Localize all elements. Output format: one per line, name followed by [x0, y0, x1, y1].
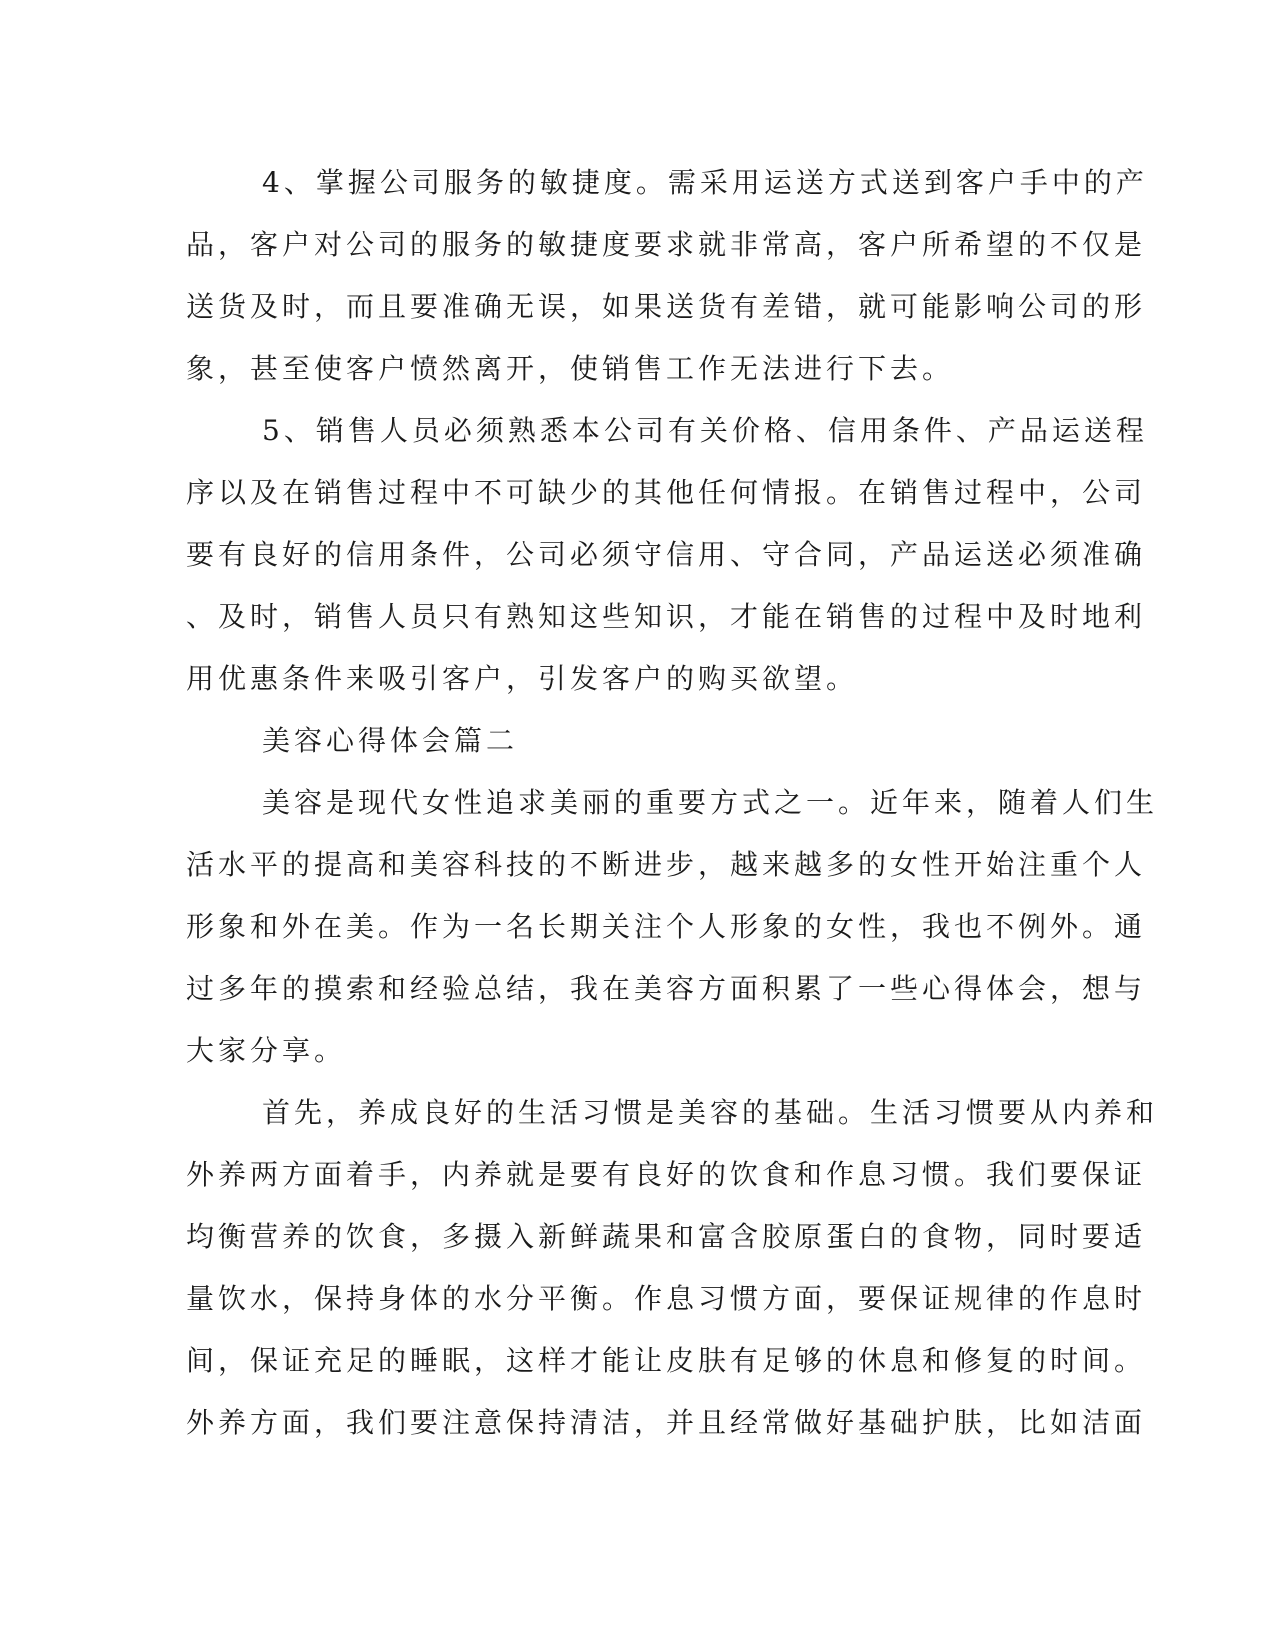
- text-line: 活水平的提高和美容科技的不断进步，越来越多的女性开始注重个人: [186, 848, 1147, 881]
- text-line: 过多年的摸索和经验总结，我在美容方面积累了一些心得体会，想与: [186, 972, 1147, 1005]
- section-heading: 美容心得体会篇二: [262, 724, 519, 757]
- text-line: 用优惠条件来吸引客户，引发客户的购买欲望。: [186, 662, 859, 695]
- document-body: [186, 152, 1159, 1454]
- text-line: 间，保证充足的睡眠，这样才能让皮肤有足够的休息和修复的时间。: [186, 1344, 1147, 1377]
- text-line: 4、掌握公司服务的敏捷度。需采用运送方式送到客户手中的产: [262, 166, 1148, 199]
- text-line: 形象和外在美。作为一名长期关注个人形象的女性，我也不例外。通: [186, 910, 1147, 943]
- text-line: 大家分享。: [186, 1034, 347, 1067]
- text-line: 均衡营养的饮食，多摄入新鲜蔬果和富含胶原蛋白的食物，同时要适: [186, 1220, 1147, 1253]
- text-line: 象，甚至使客户愤然离开，使销售工作无法进行下去。: [186, 352, 955, 385]
- text-line: 外养两方面着手，内养就是要有良好的饮食和作息习惯。我们要保证: [186, 1158, 1147, 1191]
- text-line: 首先，养成良好的生活习惯是美容的基础。生活习惯要从内养和: [262, 1096, 1159, 1129]
- text-line: 序以及在销售过程中不可缺少的其他任何情报。在销售过程中，公司: [186, 476, 1147, 509]
- text-line: 5、销售人员必须熟悉本公司有关价格、信用条件、产品运送程: [262, 414, 1148, 447]
- text-line: 、及时，销售人员只有熟知这些知识，才能在销售的过程中及时地利: [186, 600, 1147, 633]
- text-line: 品，客户对公司的服务的敏捷度要求就非常高，客户所希望的不仅是: [186, 228, 1147, 261]
- text-line: 送货及时，而且要准确无误，如果送货有差错，就可能影响公司的形: [186, 290, 1147, 323]
- text-line: 要有良好的信用条件，公司必须守信用、守合同，产品运送必须准确: [186, 538, 1147, 571]
- text-line: 外养方面，我们要注意保持清洁，并且经常做好基础护肤，比如洁面: [186, 1406, 1147, 1439]
- text-line: 美容是现代女性追求美丽的重要方式之一。近年来，随着人们生: [262, 786, 1159, 819]
- text-line: 量饮水，保持身体的水分平衡。作息习惯方面，要保证规律的作息时: [186, 1282, 1147, 1315]
